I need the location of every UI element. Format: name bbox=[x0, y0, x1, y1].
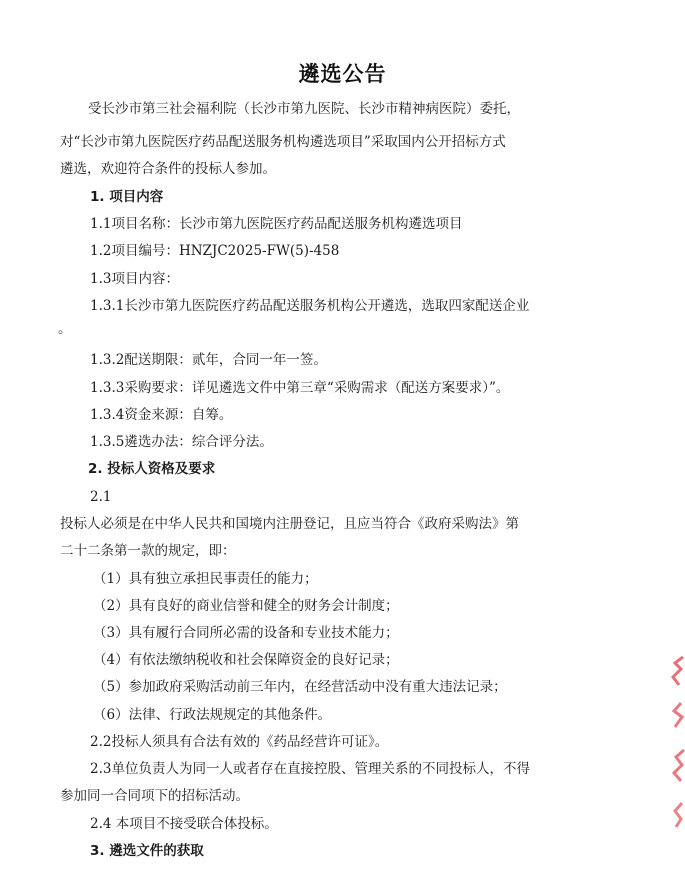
item-2-1: 2.1 bbox=[90, 489, 112, 505]
item-2-3-line-1: 2.3单位负责人为同一人或者存在直接控股、管理关系的不同投标人，不得 bbox=[90, 761, 530, 777]
item-2-3-line-2: 参加同一合同项下的招标活动。 bbox=[60, 788, 249, 804]
condition-6: （6）法律、行政法规规定的其他条件。 bbox=[93, 707, 332, 723]
intro-line-1: 受长沙市第三社会福利院（长沙市第九医院、长沙市精神病医院）委托， bbox=[88, 101, 520, 117]
condition-2: （2）具有良好的商业信誉和健全的财务会计制度； bbox=[93, 598, 399, 614]
condition-4: （4）有依法缴纳税收和社会保障资金的良好记录； bbox=[93, 652, 399, 668]
condition-5: （5）参加政府采购活动前三年内，在经营活动中没有重大违法记录； bbox=[93, 679, 507, 695]
red-seal-stamp-fragment bbox=[669, 655, 685, 835]
item-1-1: 1.1项目名称：长沙市第九医院医疗药品配送服务机构遴选项目 bbox=[90, 216, 463, 232]
section-1-heading: 1. 项目内容 bbox=[90, 189, 164, 205]
item-1-3-1-tail: 。 bbox=[58, 321, 72, 337]
intro-line-2: 对“长沙市第九医院医疗药品配送服务机构遴选项目”采取国内公开招标方式 bbox=[60, 134, 506, 150]
item-1-3-3: 1.3.3采购要求：详见遴选文件中第三章“采购需求（配送方案要求）”。 bbox=[90, 380, 510, 396]
item-1-3: 1.3项目内容： bbox=[90, 271, 179, 287]
item-1-2: 1.2项目编号：HNZJC2025-FW(5)-458 bbox=[90, 243, 340, 259]
item-1-3-1: 1.3.1长沙市第九医院医疗药品配送服务机构公开遴选，选取四家配送企业 bbox=[90, 298, 530, 314]
requirement-line-2: 二十二条第一款的规定，即： bbox=[60, 543, 236, 559]
item-2-2: 2.2投标人须具有合法有效的《药品经营许可证》。 bbox=[90, 734, 389, 750]
item-1-3-2: 1.3.2配送期限：贰年，合同一年一签。 bbox=[90, 352, 327, 368]
intro-line-3: 遴选，欢迎符合条件的投标人参加。 bbox=[60, 161, 276, 177]
condition-3: （3）具有履行合同所必需的设备和专业技术能力； bbox=[93, 625, 399, 641]
item-2-4: 2.4 本项目不接受联合体投标。 bbox=[90, 816, 278, 832]
item-1-3-5: 1.3.5遴选办法：综合评分法。 bbox=[90, 434, 273, 450]
page-title: 遴选公告 bbox=[298, 62, 387, 86]
section-2-heading: 2. 投标人资格及要求 bbox=[88, 461, 216, 477]
requirement-line-1: 投标人必须是在中华人民共和国境内注册登记，且应当符合《政府采购法》第 bbox=[60, 516, 519, 532]
section-3-heading: 3. 遴选文件的获取 bbox=[90, 843, 204, 859]
condition-1: （1）具有独立承担民事责任的能力； bbox=[93, 571, 318, 587]
item-1-3-4: 1.3.4资金来源：自筹。 bbox=[90, 407, 233, 423]
